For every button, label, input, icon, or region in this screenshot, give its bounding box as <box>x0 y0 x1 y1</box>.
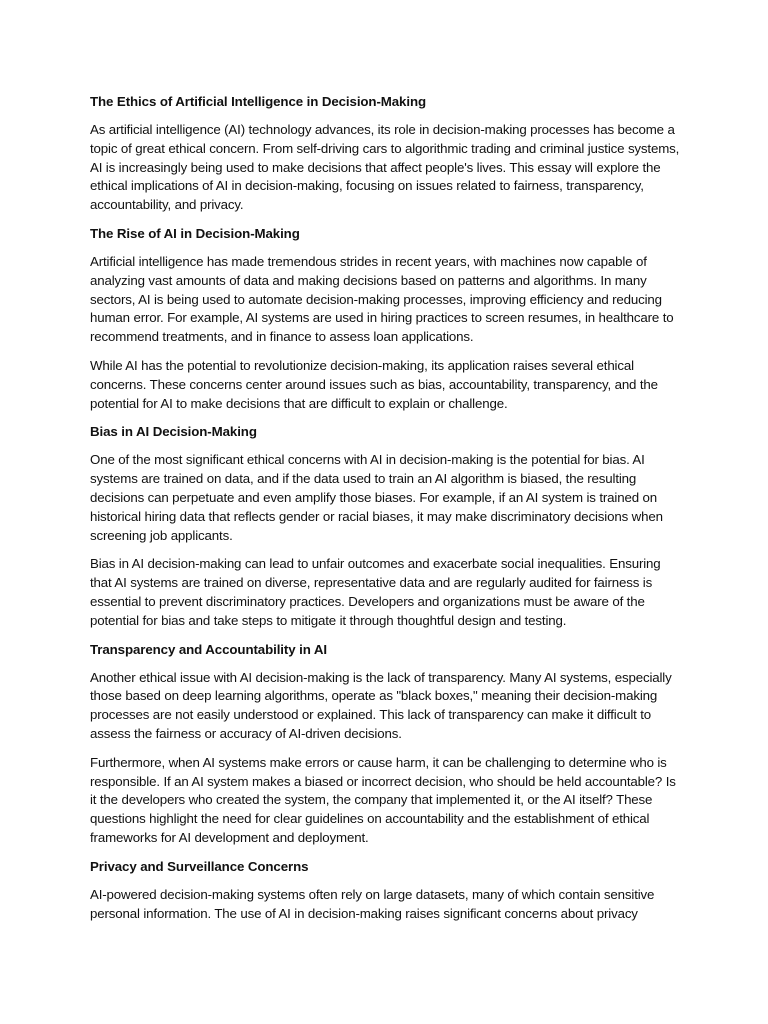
section-paragraph: While AI has the potential to revolutionize decision-making, its application raises several ethical concerns. These concerns center around issues such as bias, accountability, transparency, and the potential for AI to make decisions that are difficult to explain or challenge. <box>90 357 658 411</box>
section-heading-transparency: Transparency and Accountability in AI <box>90 641 327 657</box>
section-paragraph: Furthermore, when AI systems make errors or cause harm, it can be challenging to determine who is responsible. If an AI system makes a biased or incorrect decision, who should be held accountable? Is it the developers who created the system, the company that implemented it, or the AI itself? These questions highlight the need for clear guidelines on accountability and the establishment of ethical frameworks for AI development and deployment. <box>90 754 676 845</box>
section-heading-bias: Bias in AI Decision-Making <box>90 424 257 440</box>
section-paragraph: Another ethical issue with AI decision-making is the lack of transparency. Many AI systems, especially those based on deep learning algorithms, operate as "black boxes," meaning their decision-making processes are not easily understood or explained. This lack of transparency can make it difficult to assess the fairness or accuracy of AI-driven decisions. <box>90 669 672 741</box>
section-heading-rise-of-ai: The Rise of AI in Decision-Making <box>90 225 300 241</box>
section-heading-privacy: Privacy and Surveillance Concerns <box>90 858 309 874</box>
intro-paragraph: As artificial intelligence (AI) technology advances, its role in decision-making processes has become a topic of great ethical concern. From self-driving cars to algorithmic trading and criminal justice systems, AI is increasingly being used to make decisions that affect people's lives. This essay will explore the ethical implications of AI in decision-making, focusing on issues related to fairness, transparency, accountability, and privacy. <box>90 122 680 213</box>
document-title: The Ethics of Artificial Intelligence in Decision-Making <box>90 94 426 109</box>
section-paragraph: Bias in AI decision-making can lead to unfair outcomes and exacerbate social inequalities. Ensuring that AI systems are trained on diverse, representative data and are regularly audited for fairness is essential to prevent discriminatory practices. Developers and organizations must be aware of the potential for bias and take steps to mitigate it through thoughtful design and testing. <box>90 556 661 628</box>
section-paragraph: AI-powered decision-making systems often rely on large datasets, many of which contain sensitive personal information. The use of AI in decision-making raises significant concerns about privacy <box>90 886 655 921</box>
document-page <box>90 93 682 933</box>
section-paragraph: One of the most significant ethical concerns with AI in decision-making is the potential for bias. AI systems are trained on data, and if the data used to train an AI algorithm is biased, the resulting decisions can perpetuate and even amplify those biases. For example, if an AI system is trained on historical hiring data that reflects gender or racial biases, it may make discriminatory decisions when screening job applicants. <box>90 452 663 543</box>
section-paragraph: Artificial intelligence has made tremendous strides in recent years, with machines now capable of analyzing vast amounts of data and making decisions based on patterns and algorithms. In many sectors, AI is being used to automate decision-making processes, improving efficiency and reducing human error. For example, AI systems are used in hiring practices to screen resumes, in healthcare to recommend treatments, and in finance to assess loan applications. <box>90 253 674 345</box>
